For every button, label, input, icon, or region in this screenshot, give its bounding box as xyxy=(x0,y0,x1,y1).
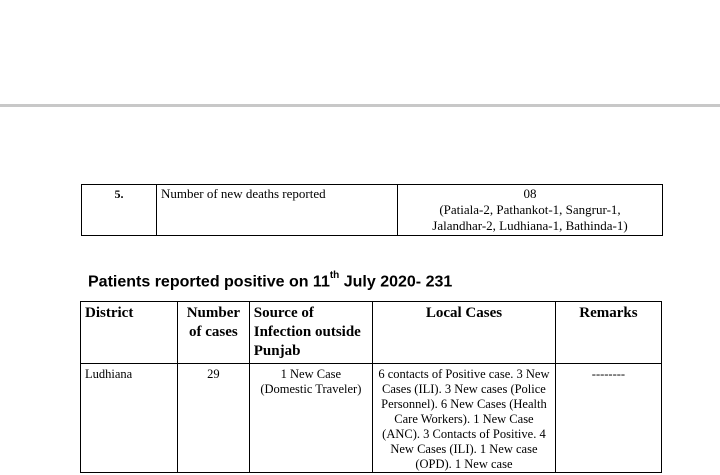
header-number-of-cases: Number of cases xyxy=(178,302,250,364)
header-source-of-infection: Source of Infection outside Punjab xyxy=(249,302,372,364)
header-local-cases: Local Cases xyxy=(373,302,556,364)
table-header-row xyxy=(81,302,662,364)
item-label: Number of new deaths reported xyxy=(157,185,398,236)
table-row xyxy=(82,185,663,236)
section-heading xyxy=(88,272,452,291)
deaths-breakdown-line-2: Jalandhar-2, Ludhiana-1, Bathinda-1) xyxy=(432,218,628,233)
serial-number: 5. xyxy=(82,185,157,236)
heading-prefix: Patients reported positive on 11 xyxy=(88,273,330,291)
deaths-summary-table xyxy=(81,184,663,236)
district-cell: Ludhiana xyxy=(81,364,178,473)
number-cell: 29 xyxy=(178,364,250,473)
deaths-count: 08 xyxy=(523,186,537,201)
header-district: District xyxy=(81,302,178,364)
source-cell: 1 New Case (Domestic Traveler) xyxy=(249,364,372,473)
remarks-cell: -------- xyxy=(555,364,661,473)
district-cases-table xyxy=(80,301,662,473)
deaths-value-cell xyxy=(398,185,663,236)
header-remarks: Remarks xyxy=(555,302,661,364)
heading-superscript: th xyxy=(329,270,340,281)
deaths-breakdown-line-1: (Patiala-2, Pathankot-1, Sangrur-1, xyxy=(439,202,621,217)
page-top-divider xyxy=(0,104,720,107)
local-cases-cell: 6 contacts of Positive case. 3 New Cases (ILI). 3 New cases (Police Personnel). 6 New Cases (Health Care Workers). 1 New Case (ANC). 3 Contacts of Positive. 4 New Cases (ILI). 1 New case (OPD). 1 New case xyxy=(373,364,556,473)
heading-suffix: July 2020- 231 xyxy=(339,273,453,291)
table-row xyxy=(81,364,662,473)
